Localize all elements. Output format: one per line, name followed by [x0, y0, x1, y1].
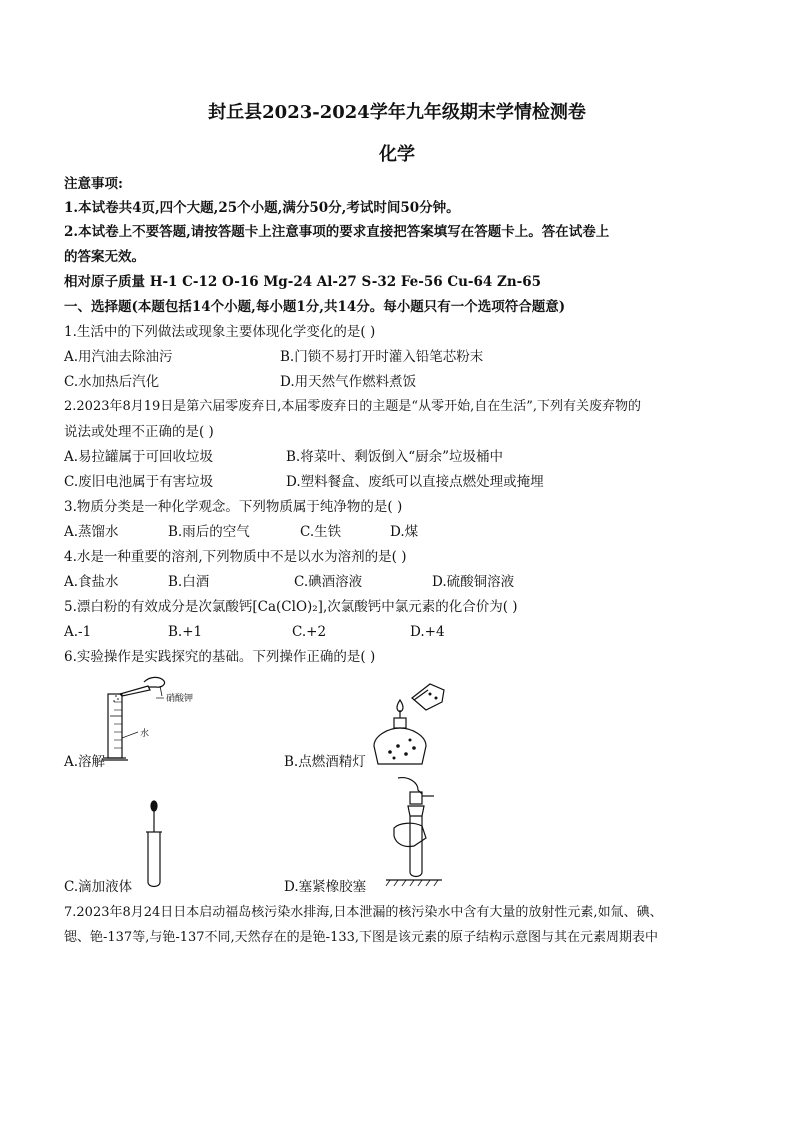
q1-stem: 1.生活中的下列做法或现象主要体现化学变化的是( )	[64, 324, 376, 340]
dropper-test-tube-figure	[138, 798, 178, 890]
q3-option-b: B.雨后的空气	[168, 524, 250, 540]
q4-option-c: C.碘酒溶液	[294, 574, 363, 590]
notice-item-2-line-1: 2.本试卷上不要答题,请按答题卡上注意事项的要求直接把答案填写在答题卡上。答在试卷上	[64, 224, 610, 240]
q1-option-a: A.用汽油去除油污	[64, 349, 173, 365]
notice-item-1: 1.本试卷共4页,四个大题,25个小题,满分50分,考试时间50分钟。	[64, 200, 460, 216]
q3-option-a: A.蒸馏水	[64, 524, 119, 540]
q2-option-a: A.易拉罐属于可回收垃圾	[64, 449, 214, 465]
q1-option-c: C.水加热后汽化	[64, 374, 160, 390]
q6-option-c: C.滴加液体	[64, 879, 133, 895]
q5-stem: 5.漂白粉的有效成分是次氯酸钙[Ca(ClO)₂],次氯酸钙中氯元素的化合价为( )	[64, 599, 518, 615]
q2-option-c: C.废旧电池属于有害垃圾	[64, 474, 214, 490]
q7-stem-line-2: 锶、铯-137等,与铯-137不同,天然存在的是铯-133,下图是该元素的原子结构示意图与其在元素周期表中	[64, 930, 659, 945]
q4-stem: 4.水是一种重要的溶剂,下列物质中不是以水为溶剂的是( )	[64, 549, 407, 565]
q2-stem-line-2: 说法或处理不正确的是( )	[64, 424, 214, 440]
q5-option-b: B.+1	[168, 624, 203, 640]
q1-option-d: D.用天然气作燃料煮饭	[280, 374, 417, 390]
q6-option-a: A.溶解	[64, 754, 106, 770]
q2-stem-line-1: 2.2023年8月19日是第六届零废弃日,本届零废弃日的主题是“从零开始,自在生活”,下列有关废弃物的	[64, 399, 641, 414]
water-label: 水	[140, 729, 150, 739]
alcohol-lamp-figure	[370, 680, 450, 768]
subject-title: 化学	[379, 144, 415, 165]
q6-option-b: B.点燃酒精灯	[284, 754, 366, 770]
q3-option-c: C.生铁	[300, 524, 342, 540]
q5-option-c: C.+2	[292, 624, 327, 640]
rubber-stopper-figure	[384, 776, 444, 886]
potassium-nitrate-label: 硝酸钾	[166, 694, 194, 704]
q3-option-d: D.煤	[390, 524, 419, 540]
q4-option-d: D.硫酸铜溶液	[432, 574, 515, 590]
q4-option-a: A.食盐水	[64, 574, 119, 590]
q1-option-b: B.门锁不易打开时灌入铅笔芯粉末	[280, 349, 484, 365]
q3-stem: 3.物质分类是一种化学观念。下列物质属于纯净物的是( )	[64, 499, 403, 515]
exam-title: 封丘县2023-2024学年九年级期末学情检测卷	[208, 102, 586, 123]
q5-option-d: D.+4	[410, 624, 445, 640]
q6-stem: 6.实验操作是实践探究的基础。下列操作正确的是( )	[64, 649, 376, 665]
section-1-heading: 一、选择题(本题包括14个小题,每小题1分,共14分。每小题只有一个选项符合题意)	[64, 299, 566, 315]
q6-option-d: D.塞紧橡胶塞	[284, 879, 367, 895]
notice-heading: 注意事项:	[64, 176, 123, 192]
notice-item-2-line-2: 的答案无效。	[64, 249, 145, 265]
dissolve-in-cylinder-figure	[100, 672, 210, 764]
q5-option-a: A.-1	[64, 624, 92, 640]
q2-option-d: D.塑料餐盒、废纸可以直接点燃处理或掩埋	[286, 474, 544, 490]
q4-option-b: B.白酒	[168, 574, 210, 590]
atomic-masses: 相对原子质量 H-1 C-12 O-16 Mg-24 Al-27 S-32 Fe-56 Cu-64 Zn-65	[64, 274, 542, 290]
q2-option-b: B.将菜叶、剩饭倒入“厨余”垃圾桶中	[286, 449, 504, 465]
q7-stem-line-1: 7.2023年8月24日日本启动福岛核污染水排海,日本泄漏的核污染水中含有大量的放射性元素,如氚、碘、	[64, 905, 663, 920]
